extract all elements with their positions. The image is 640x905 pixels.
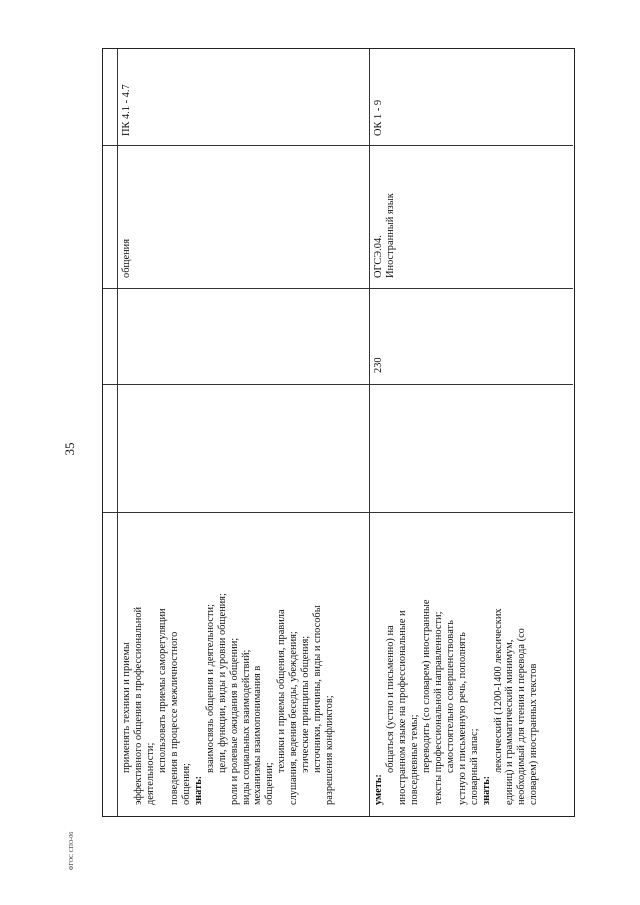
content-line: этические принципы общения; (300, 635, 312, 773)
row2-discipline: ОГСЭ.04. Иностранный язык (373, 193, 396, 278)
col-divider-discipline (103, 288, 573, 289)
col-divider-competences (103, 145, 573, 146)
content-line: словарный запас; (468, 728, 480, 805)
row1-content (121, 593, 336, 805)
content-line: знать: (480, 775, 492, 805)
row2-hours: 230 (373, 357, 384, 373)
content-line: устную и письменную речь, пополнять (456, 632, 468, 805)
content-line: необходимый для чтения и перевода (со (516, 628, 528, 805)
content-line: эффективного общения в профессиональной (132, 606, 144, 805)
content-line: использовать приемы саморегуляции (156, 608, 168, 773)
row1-discipline: общения (121, 239, 132, 278)
row2-content (373, 600, 540, 806)
content-line: деятельности; (144, 742, 156, 805)
content-line: иностранном языке на профессиональные и (396, 610, 408, 805)
content-line: единиц) и грамматический минимум, (504, 639, 516, 805)
content-line: общаться (устно и письменно) на (384, 625, 396, 773)
content-line: повседневные темы; (408, 714, 420, 805)
content-line: виды социальных взаимодействий; (240, 649, 252, 805)
row1-competences: ПК 4.1 - 4.7 (121, 84, 132, 136)
col-divider-hours (103, 384, 573, 385)
content-line: источники, причины, виды и способы (312, 605, 324, 773)
page-number: 35 (62, 442, 77, 456)
content-line: общении; (264, 762, 276, 805)
content-line: поведения в процессе межличностного (168, 631, 180, 805)
content-line: цели, функции, виды и уровни общения; (216, 593, 228, 773)
content-line: тексты профессиональной направленности; (432, 611, 444, 805)
competency-table (102, 48, 575, 817)
content-line: уметь: (373, 774, 384, 805)
content-line: механизмы взаимопонимания в (252, 665, 264, 805)
content-line: переводить (со словарем) иностранные (420, 599, 432, 773)
row-divider-code (117, 49, 118, 816)
content-line: техники и приемы общения, правила (276, 609, 288, 773)
content-line: словарем) иностранных текстов (528, 663, 540, 805)
content-line: самостоятельно совершенствовать (444, 620, 456, 773)
content-line: лексический (1200-1400 лексических (492, 608, 504, 773)
content-line: знать: (192, 775, 204, 805)
content-line: слушания, ведения беседы, убеждения; (288, 631, 300, 805)
content-line: общения; (180, 763, 192, 805)
content-line: применять техники и приемы (121, 642, 132, 773)
content-line: взаимосвязь общения и деятельности; (204, 604, 216, 773)
content-line: роли и ролевые ожидания в общении; (228, 637, 240, 805)
row2-competences: ОК 1 - 9 (373, 99, 384, 136)
col-divider-content (103, 512, 573, 513)
footer-code: ФГОС СПО-06 (69, 831, 75, 871)
row-divider-between (369, 49, 370, 816)
content-line: разрешения конфликтов; (324, 695, 336, 805)
